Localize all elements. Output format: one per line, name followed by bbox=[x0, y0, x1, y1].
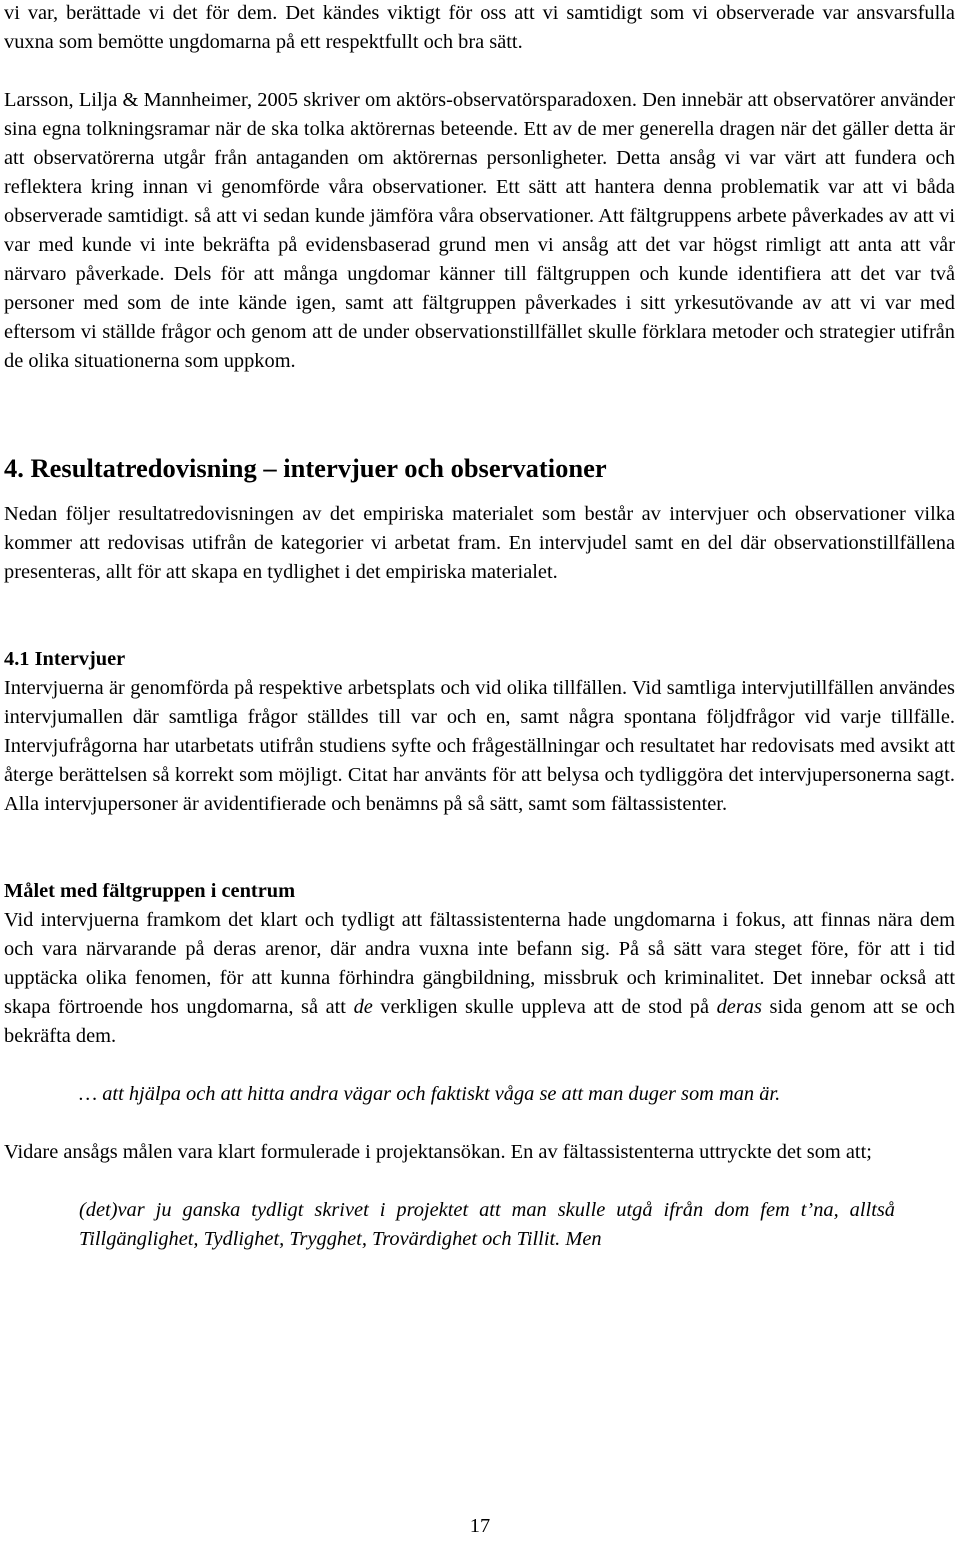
paragraph-malet-part2: verkligen skulle uppleva att de stod på bbox=[372, 996, 717, 1018]
subheading-malet: Målet med fältgruppen i centrum bbox=[4, 880, 296, 902]
quote-2: (det)var ju ganska tydligt skrivet i projektet att man skulle utgå ifrån dom fem t’na, alltså Tillgänglighet, Tydlighet, Trygghet, Trovärdighet och Tillit. Men bbox=[79, 1199, 895, 1250]
emphasis-deras: deras bbox=[716, 996, 762, 1018]
subsection-heading-4-1: 4.1 Intervjuer bbox=[4, 648, 126, 670]
paragraph-malet-part1: Vid intervjuerna framkom det klart och tydligt att fältassistenterna hade ungdomarna i fokus, att finnas nära dem och vara närvarande på deras arenor, där andra vuxna inte befann sig. På så sätt vara steget före, för att i tid upptäcka olika fenomen, för att kunna förhindra gängbildning, missbruk och kriminalitet. Det innebar också att skapa förtroende hos ungdomarna, så att bbox=[4, 909, 955, 1018]
spacer bbox=[4, 57, 955, 86]
spacer bbox=[4, 819, 955, 877]
spacer bbox=[4, 485, 955, 500]
paragraph-larsson: Larsson, Lilja & Mannheimer, 2005 skriver om aktörs-observatörsparadoxen. Den innebär att observatörer använder sina egna tolkningsramar när de ska tolka aktörernas beteende. Ett av de mer generella dragen när det gäller detta är att observatörerna utgår från antaganden om aktörernas personligheter. Detta ansåg vi var värt att fundera och reflektera kring innan vi genomförde våra observationer. Ett sätt att hantera denna problematik var att vi båda observerade samtidigt. så att vi sedan kunde jämföra våra observationer. Att fältgruppens arbete påverkades av att vi var med kunde vi inte bekräfta på evidensbaserad grund men vi ansåg att det var högst rimligt att anta att vår närvaro påverkade. Dels för att många ungdomar känner till fältgruppen och kunde identifiera att det var två personer med som de inte kände igen, samt att fältgruppen påverkades i sitt yrkesutövande av att vi var med eftersom vi ställde frågor och genom att de under observationstillfället skulle förklara metoder och strategier utifrån de olika situationerna som uppkom. bbox=[4, 89, 955, 372]
paragraph-intervjuer: Intervjuerna är genomförda på respektive arbetsplats och vid olika tillfällen. Vid samtliga intervjutillfällen användes intervjumallen där samtliga frågor ställdes till var och en, samt några spontana följdfrågor vid varje tillfälle. Intervjufrågorna har utarbetats utifrån studiens syfte och frågeställningar och resultatet har redovisats med avsikt att återge berättelsen så korrekt som möjligt. Citat har använts för att belysa och tydliggöra det intervjupersonerna sagt. Alla intervjupersoner är avidentifierade och benämns på så sätt, samt som fältassistenter. bbox=[4, 677, 955, 815]
page-number: 17 bbox=[469, 1515, 491, 1537]
quote-1: … att hjälpa och att hitta andra vägar och faktiskt våga se att man duger som man är. bbox=[79, 1083, 781, 1105]
emphasis-de: de bbox=[353, 996, 373, 1018]
spacer bbox=[4, 1051, 955, 1080]
paragraph-vidare: Vidare ansågs målen vara klart formulerade i projektansökan. En av fältassistenterna uttryckte det som att; bbox=[4, 1141, 872, 1163]
document-page bbox=[4, 0, 955, 1254]
spacer bbox=[4, 376, 955, 451]
spacer bbox=[4, 587, 955, 645]
section-heading-4: 4. Resultatredovisning – intervjuer och observationer bbox=[4, 453, 607, 483]
spacer bbox=[4, 1109, 955, 1138]
paragraph-top: vi var, berättade vi det för dem. Det kändes viktigt för oss att vi samtidigt som vi observerade var ansvarsfulla vuxna som bemötte ungdomarna på ett respektfullt och bra sätt. bbox=[4, 2, 955, 53]
paragraph-malet-part3: sida genom att se och bekräfta dem. bbox=[4, 996, 955, 1047]
paragraph-malet bbox=[4, 906, 955, 1051]
paragraph-nedan: Nedan följer resultatredovisningen av det empiriska materialet som består av intervjuer och observationer vilka kommer att redovisas utifrån de kategorier vi arbetat fram. En intervjudel samt en del där observationstillfällena presenteras, allt för att skapa en tydlighet i det empiriska materialet. bbox=[4, 503, 955, 583]
spacer bbox=[4, 1167, 955, 1196]
